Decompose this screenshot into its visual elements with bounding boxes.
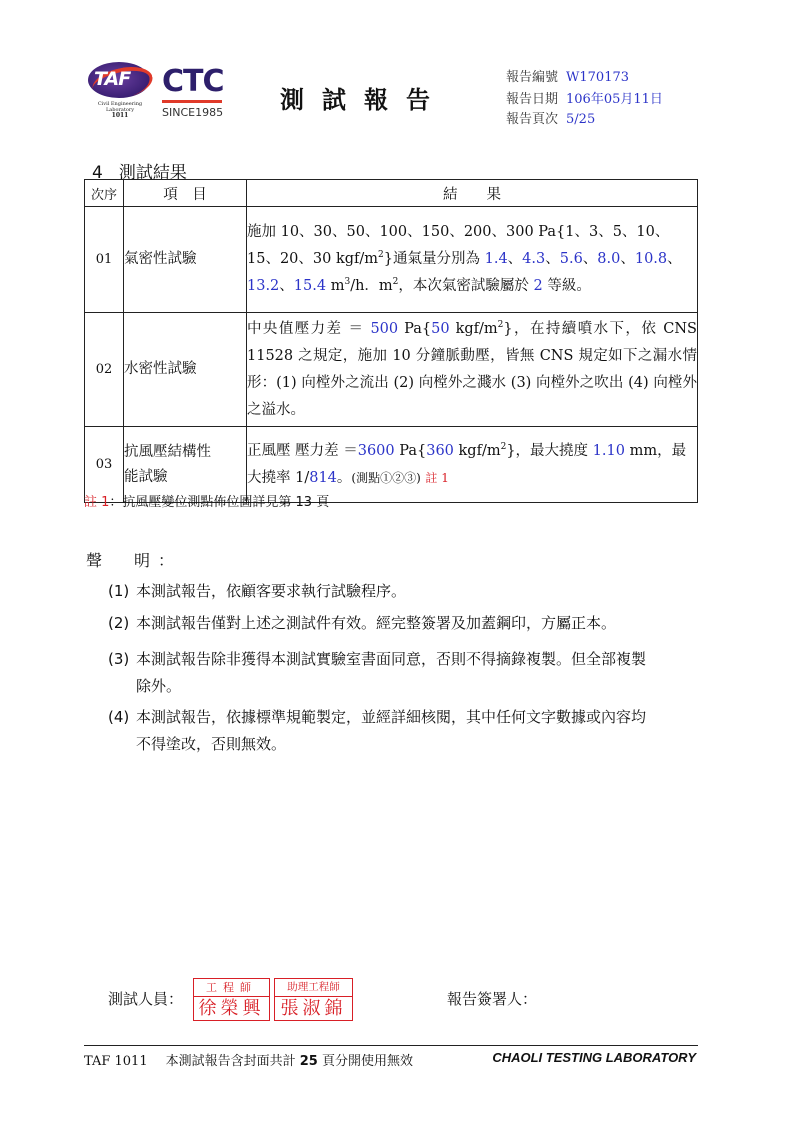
report-number-label: 報告編號 — [506, 70, 559, 85]
document-title: 測試報告 — [280, 86, 448, 114]
report-number-row — [506, 66, 629, 85]
row-item: 抗風壓結構性 能試驗 — [124, 427, 247, 503]
report-page: 5/25 — [566, 112, 596, 127]
note-label: 註 1 — [84, 495, 110, 510]
taf-logo-text: TAF — [94, 68, 131, 90]
ctc-logo-text: CTC — [162, 64, 224, 99]
engineer-stamp: 工程師 徐榮興 — [193, 978, 270, 1021]
table-note — [84, 491, 329, 510]
report-date-row — [506, 88, 663, 107]
row-result: 正風壓 壓力差 ＝3600 Pa{360 kgf/$m^2$}，最大撓度 1.10 mm，最大撓率 1/814。(測點①②③) 註 1 — [247, 427, 698, 503]
row-no: 03 — [85, 427, 124, 503]
taf-logo-sub2: Laboratory — [105, 107, 135, 113]
report-date-label: 報告日期 — [506, 92, 559, 107]
note-text: ：抗風壓變位測點佈位圖詳見第 13 頁 — [109, 495, 330, 510]
tester-label: 測試人員： — [108, 990, 184, 1008]
row-no: 01 — [85, 207, 124, 313]
results-table — [84, 179, 698, 503]
footer-lab-name: CHAOLI TESTING LABORATORY — [492, 1050, 696, 1065]
report-page-label: 報告頁次 — [506, 112, 559, 127]
footer-code: TAF 1011 — [84, 1054, 148, 1069]
header-result: 結 果 — [247, 180, 698, 207]
taf-logo-code: 1011 — [111, 112, 129, 119]
row-no: 02 — [85, 313, 124, 427]
assistant-engineer-stamp: 助理工程師 張淑錦 — [274, 978, 353, 1021]
footer-divider — [84, 1045, 698, 1046]
table-header-row — [85, 180, 698, 207]
table-row — [85, 313, 698, 427]
signer-label: 報告簽署人： — [447, 990, 538, 1008]
row-item: 氣密性試驗 — [124, 207, 247, 313]
declaration-item: (4) 本測試報告，依據標準規範製定，並經詳細核閱，其中任何文字數據或內容均 不得塗改，否則無效。 — [108, 708, 647, 753]
ctc-since: SINCE1985 — [162, 106, 224, 119]
report-number: W170173 — [566, 70, 630, 85]
declaration-item: (2) 本測試報告僅對上述之測試件有效。經完整簽署及加蓋鋼印，方屬正本。 — [108, 614, 617, 632]
section-title: 測試結果 — [118, 163, 187, 183]
ctc-logo — [160, 64, 226, 120]
row-result: 中央值壓力差 ＝ 500 Pa{50 kgf/$m^2$}，在持續噴水下，依 CNS 11528 之規定，施加 10 分鐘脈動壓，皆無 CNS 規定如下之漏水情形：(1) 向樘外之流出 (2) 向樘外之濺水 (3) 向樘外之吹出 (4) 向樘外之溢水。 — [247, 313, 698, 427]
table-row — [85, 207, 698, 313]
declaration-item: (1) 本測試報告，依顧客要求執行試驗程序。 — [108, 582, 407, 600]
section-number: 4 — [92, 163, 103, 183]
report-page-row — [506, 108, 595, 127]
header-no: 次序 — [85, 180, 124, 207]
report-date: 106年05月11日 — [566, 92, 663, 107]
row-result: 施加 10、30、50、100、150、200、300 Pa{1、3、5、10、15、20、30 kgf/$m^2$}通氣量分別為 1.4、4.3、5.6、8.0、10.8、13.2、15.4 $m^3/h$．$m^2$，本次氣密試驗屬於 2 等級。 — [247, 207, 698, 313]
taf-logo-sub1: Civil Engineering — [97, 101, 143, 107]
footer-left: TAF 1011 本測試報告含封面共計 25 頁分開使用無效 — [84, 1054, 413, 1069]
declaration-heading: 聲 明： — [86, 551, 183, 570]
header-item: 項 目 — [124, 180, 247, 207]
taf-logo — [86, 58, 154, 126]
row-item: 水密性試驗 — [124, 313, 247, 427]
declaration-item: (3) 本測試報告除非獲得本測試實驗室書面同意，否則不得摘錄複製。但全部複製 除外。 — [108, 650, 647, 695]
ctc-logo-underline — [162, 100, 222, 103]
